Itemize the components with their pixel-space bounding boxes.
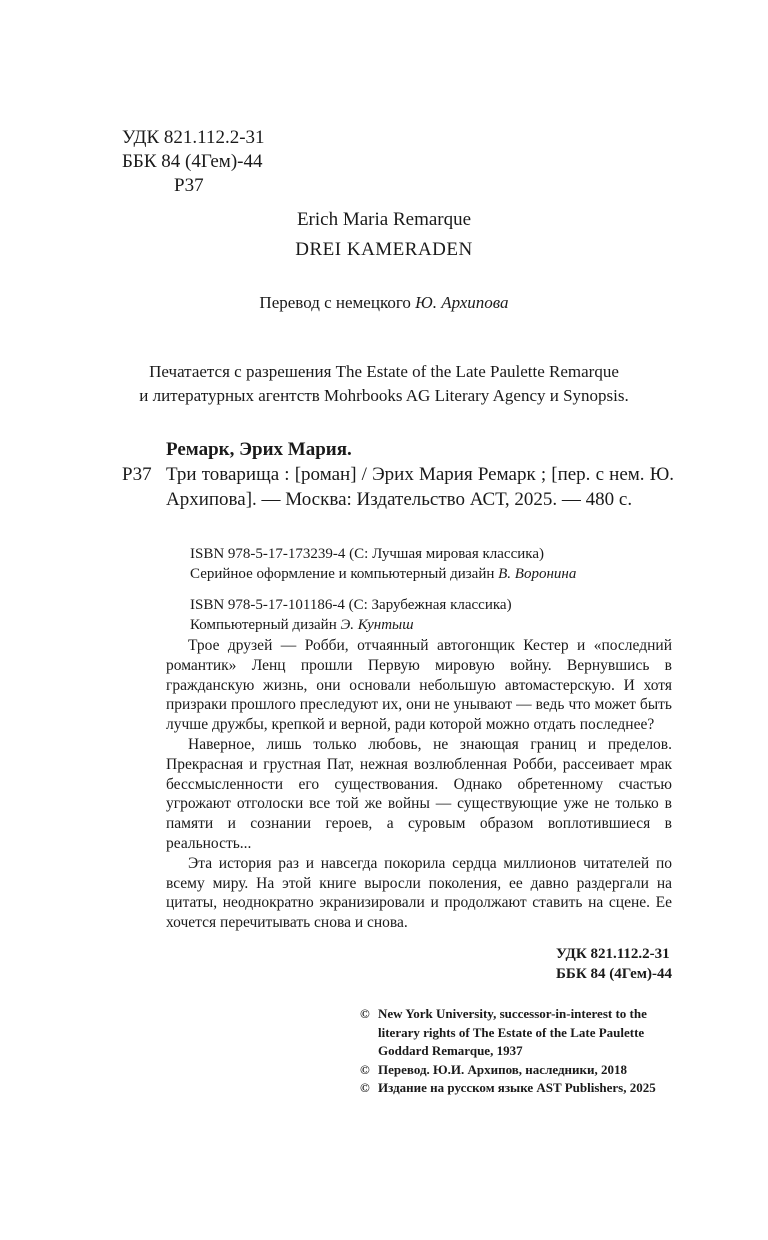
footer-classification-codes	[556, 944, 672, 984]
design-credit-1	[190, 564, 576, 584]
translation-prefix: Перевод с немецкого	[259, 293, 411, 312]
copyright-icon: ©	[360, 1080, 370, 1095]
bibliographic-record	[122, 437, 674, 512]
copyright-text-1: New York University, successor-in-interest to the literary rights of The Estate of the Late Paulette Goddard Remarque, 1937	[378, 1006, 647, 1058]
isbn-2: ISBN 978-5-17-101186-4 (С: Зарубежная классика)	[190, 597, 512, 613]
classification-codes	[122, 126, 265, 198]
copyright-icon: ©	[360, 1061, 370, 1077]
designer-1: В. Воронина	[498, 566, 577, 582]
record-description: Три товарища : [роман] / Эрих Мария Ремарк ; [пер. с нем. Ю. Архипова]. — Москва: Издательство АСТ, 2025. — 480 с.	[166, 464, 674, 510]
copyright-item-3	[360, 1079, 670, 1098]
isbn-1: ISBN 978-5-17-173239-4 (С: Лучшая мировая классика)	[190, 546, 544, 562]
copyright-item-1	[360, 1005, 670, 1061]
original-author: Erich Maria Remarque	[296, 209, 472, 230]
footer-bbk: ББК 84 (4Гем)-44	[556, 966, 672, 982]
footer-udk: УДК 821.112.2-31	[556, 946, 670, 962]
designer-2: Э. Кунтыш	[340, 617, 414, 633]
translator-name: Ю. Архипова	[415, 293, 509, 312]
copyright-item-2	[360, 1061, 670, 1080]
annotation-paragraph-2: Наверное, лишь только любовь, не знающая границ и пределов. Прекрасная и грустная Пат, нежная возлюбленная Робби, рассеивает мрак бессмысленности его существования. Однако обретенному счастью угрожают отголоски все той же войны — существующие уже не только в памяти и сознании героев, а суровым образом воплотившиеся в реальность...	[166, 735, 672, 852]
permission-line-1: Печатается с разрешения The Estate of the Late Paulette Remarque	[149, 362, 619, 381]
edition-block-1	[190, 544, 576, 584]
bbk-code: ББК 84 (4Гем)-44	[122, 151, 263, 172]
copyright-icon: ©	[360, 1006, 370, 1021]
translation-credit	[0, 293, 768, 313]
copyright-block	[360, 1005, 670, 1098]
original-title: DREI KAMERADEN	[295, 239, 473, 260]
permission-notice	[0, 360, 768, 408]
copyright-text-3: Издание на русском языке AST Publishers, 2025	[378, 1080, 656, 1095]
design-label-1: Серийное оформление и компьютерный дизайн	[190, 566, 495, 582]
permission-line-2: и литературных агентств Mohrbooks AG Literary Agency и Synopsis.	[139, 386, 629, 405]
design-credit-2	[190, 615, 512, 635]
copyright-text-2: Перевод. Ю.И. Архипов, наследники, 2018	[378, 1061, 627, 1077]
record-code: Р37	[122, 464, 152, 485]
annotation	[166, 636, 672, 933]
edition-block-2	[190, 595, 512, 635]
record-author: Ремарк, Эрих Мария.	[166, 439, 352, 460]
original-title-block	[0, 205, 768, 265]
udk-code: УДК 821.112.2-31	[122, 127, 265, 148]
annotation-paragraph-1: Трое друзей — Робби, отчаянный автогонщик Кестер и «последний романтик» Ленц прошли Первую мировую войну. Вернувшись в гражданскую жизнь, они основали небольшую автомастерскую. И хотя призраки прошлого преследуют их, они не унывают — ведь что может быть лучше дружбы, крепкой и верной, ради которой можно отдать последнее?	[166, 637, 672, 734]
design-label-2: Компьютерный дизайн	[190, 617, 337, 633]
annotation-paragraph-3: Эта история раз и навсегда покорила сердца миллионов читателей по всему миру. На этой книге выросли поколения, ее давно раздергали на цитаты, неоднократно экранизировали и продолжают ставить на сцене. Ее хочется перечитывать снова и снова.	[166, 854, 672, 932]
author-mark: Р37	[174, 175, 204, 196]
